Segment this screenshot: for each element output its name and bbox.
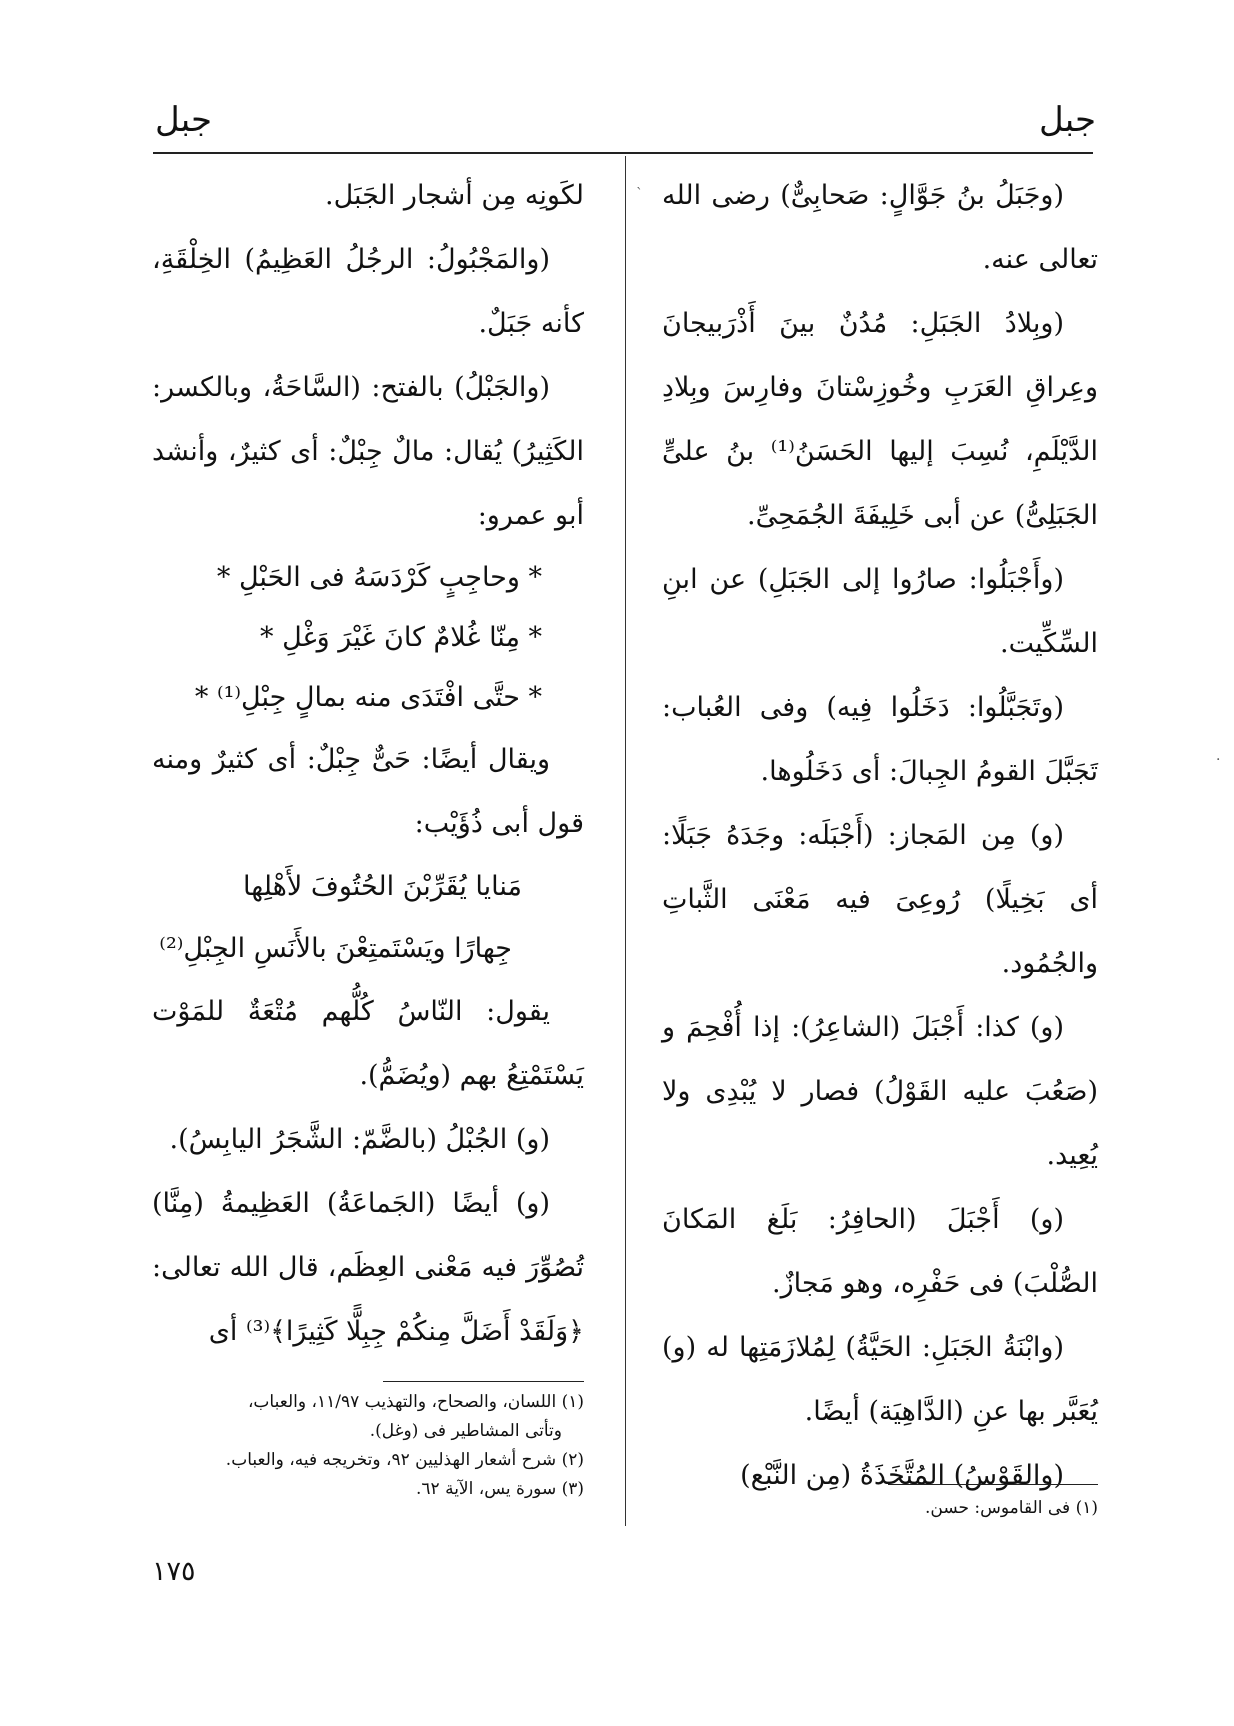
right-column [662,164,1098,1508]
edge-mark: ` [636,186,643,202]
entry-al-jamaa: (و) أيضًا (الجَماعَةُ) العَظِيمةُ (مِنَّا) تُصُوِّرَ فيه مَعْنى العِظَم، قال الله تعالى: ﴿وَلَقَدْ أَضَلَّ مِنكُمْ جِبِلًّا كَثِيرًا﴾⁽³⁾ أى [152,1188,584,1347]
footnote-1: (١) فى القاموس: حسن. [925,1498,1098,1518]
poem-line-1: مَنايا يُقَرِّبْنَ الحُتُوفَ لأَهْلِها [243,871,522,902]
entry-tajabbalu: (وتَجَبَّلُوا: دَخَلُوا فِيه) وفى العُباب: تَجَبَّلَ القومُ الجِبالَ: أى دَخَلُوها. [662,692,1098,787]
entry-ibnat-al-jabal: (وابْنَةُ الجَبَلِ: الحَيَّةُ) لِمُلازَمَتِها له (و) يُعَبَّر بها عنِ (الدَّاهِيَة) أيضًا. [662,1332,1098,1427]
footnote-rule-right [888,1484,1098,1485]
edge-mark: · [1216,752,1221,768]
verse-line-2: * مِنّا غُلامٌ كانَ غَيْرَ وَغْلِ * [260,622,542,653]
entry-al-qaws: (والقَوْسُ) المُتَّخَذَةُ (مِن النَّبْع) [740,1460,1064,1491]
poem-line-2: جِهارًا ويَسْتَمتِعْنَ بالأَنَسِ الجِبْلِ⁽²⁾ [159,933,512,964]
left-column [152,164,584,1364]
verse-line-1: * وحاجِبٍ كَرْدَسَهُ فى الحَبْلِ * [216,562,542,593]
entry-al-jubl: (و) الجُبْلُ (بالضَّمّ: الشَّجَرُ اليابِسُ). [169,1124,550,1155]
entry-ajbala-al-shair: (و) كذا: أَجْبَلَ (الشاعِرُ): إذا أُفْحِمَ و (صَعُبَ عليه القَوْلُ) فصار لا يُبْدِى ولا يُعِيد. [662,1012,1098,1171]
column-divider [625,156,626,1526]
entry-continuation: لكَونِه مِن أشجار الجَبَل. [325,180,584,211]
page-number: ١٧٥ [152,1556,196,1587]
entry-ajbala-al-hafir: (و) أَجْبَلَ (الحافِرُ: بَلَغ المَكانَ الصُّلْبَ) فى حَفْرِه، وهو مَجازٌ. [662,1204,1098,1299]
footnotes-left [152,1388,584,1504]
entry-bilad-al-jabal: (وبِلادُ الجَبَلِ: مُدُنٌ بينَ أَذْرَبيجانَ وعِراقِ العَرَبِ وخُوزِسْتانَ وفارِسَ وبِلادِ الدَّيْلَمِ، نُسِبَ إليها الحَسَنُ⁽¹⁾ بنُ علىٍّ الجَبَلِىُّ) عن أبى خَلِيفَةَ الجُمَحِىِّ. [662,308,1099,531]
footnote-1-continuation: وتأتى المشاطير فى (وغل). [369,1421,562,1441]
footnote-rule-left [383,1381,584,1382]
footnote-3: (٣) سورة يس، الآية ٦٢. [416,1479,584,1499]
entry-jabal-ibn-jawwal: (وجَبَلُ بنُ جَوَّالٍ: صَحابِىٌّ) رضى الله تعالى عنه. [662,180,1098,275]
entry-al-majbul: (والمَجْبُولُ: الرجُلُ العَظِيمُ) الخِلْقَةِ، كأنه جَبَلٌ. [152,244,584,339]
entry-ajbalu: (وأَجْبَلُوا: صارُوا إلى الجَبَلِ) عن ابنِ السِّكِّيت. [662,564,1098,659]
running-head-left: جبل [155,100,213,140]
running-head-right: جبل [1038,100,1096,140]
entry-explanation: يقول: النّاسُ كُلُّهم مُتْعَةٌ للمَوْت يَسْتَمْتِعُ بهم (ويُضَمُّ). [152,996,584,1091]
entry-al-jabl: (والجَبْلُ) بالفتح: (السَّاحَةُ، وبالكسر: الكَثِيرُ) يُقال: مالٌ جِبْلٌ: أى كثيرٌ، وأنشد أبو عمرو: [152,372,584,531]
footnote-1: (١) اللسان، والصحاح، والتهذيب ١١/٩٧، والعباب، [247,1392,584,1412]
footnote-2: (٢) شرح أشعار الهذليين ٩٢، وتخريجه فيه، والعباب. [225,1450,584,1470]
footnotes-right [700,1494,1098,1523]
entry-ajbalahu: (و) مِن المَجاز: (أَجْبَلَه: وجَدَهُ جَبَلًا: أى بَخِيلًا) رُوعِىَ فيه مَعْنَى الثَّباتِ والجُمُود. [662,820,1098,979]
entry-hayy-jibl: ويقال أيضًا: حَىٌّ جِبْلٌ: أى كثيرٌ ومنه قول أبى ذُؤَيْب: [152,744,584,839]
verse-line-3: * حتَّى افْتَدَى منه بمالٍ جِبْلِ⁽¹⁾ * [194,682,542,713]
header-rule [153,152,1093,154]
